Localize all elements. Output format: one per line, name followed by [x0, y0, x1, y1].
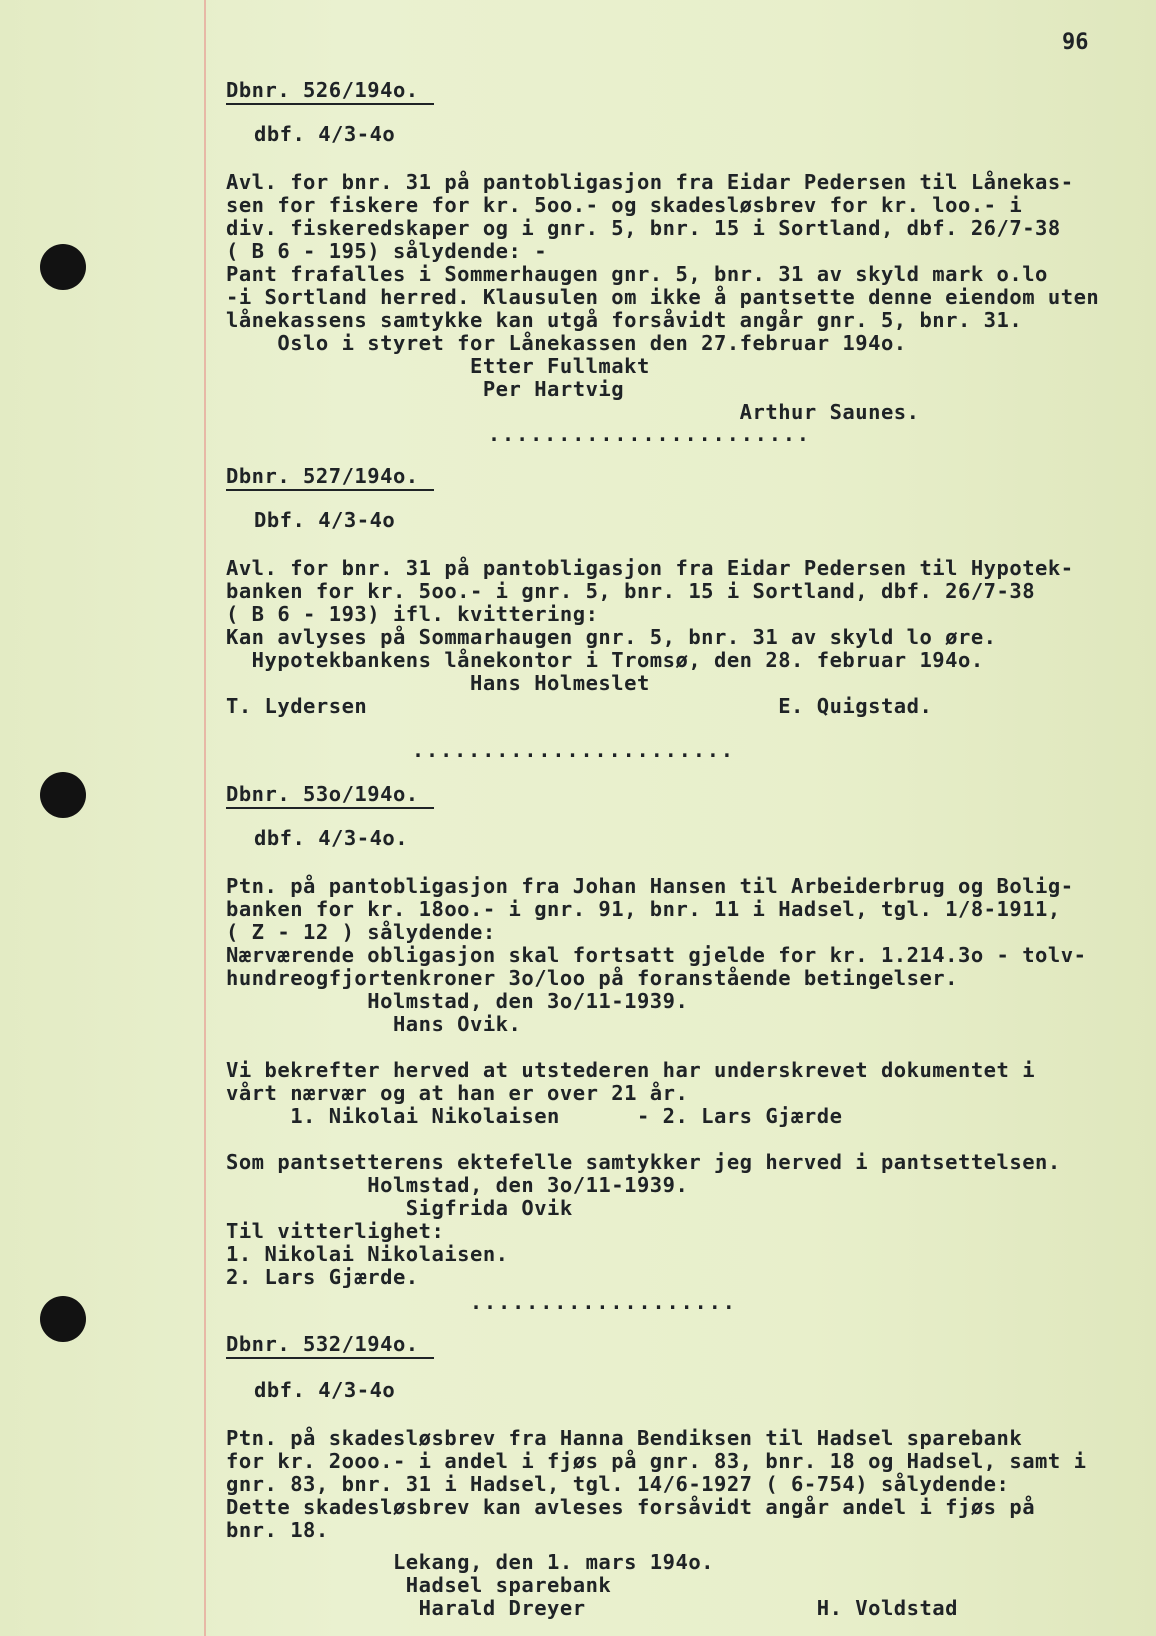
text-line: 1. Nikolai Nikolaisen - 2. Lars Gjærde — [226, 1104, 843, 1128]
text-line: banken for kr. 5oo.- i gnr. 5, bnr. 15 i Sortland, dbf. 26/7-38 — [226, 579, 1036, 603]
text-line: Hypotekbankens lånekontor i Tromsø, den 28. februar 194o. — [226, 648, 984, 672]
text-line: -i Sortland herred. Klausulen om ikke å pantsette denne eiendom uten — [226, 285, 1100, 309]
text-line: Nærværende obligasjon skal fortsatt gjelde for kr. 1.214.3o - tolv- — [226, 943, 1087, 967]
entry-heading: Dbnr. 526/194o. — [226, 78, 434, 105]
entry-separator: ....................... — [412, 738, 735, 762]
margin-line — [204, 0, 206, 1636]
text-line: Hans Ovik. — [226, 1012, 522, 1036]
text-line: banken for kr. 18oo.- i gnr. 91, bnr. 11 i Hadsel, tgl. 1/8-1911, — [226, 897, 1061, 921]
text-line: Sigfrida Ovik — [226, 1196, 573, 1220]
text-line: sen for fiskere for kr. 5oo.- og skadesløsbrev for kr. loo.- i — [226, 193, 1023, 217]
text-line: Avl. for bnr. 31 på pantobligasjon fra Eidar Pedersen til Lånekas- — [226, 170, 1074, 194]
text-line: Oslo i styret for Lånekassen den 27.februar 194o. — [226, 331, 907, 355]
text-line: for kr. 2ooo.- i andel i fjøs på gnr. 83, bnr. 18 og Hadsel, samt i — [226, 1449, 1087, 1473]
text-line: Ptn. på pantobligasjon fra Johan Hansen til Arbeiderbrug og Bolig- — [226, 874, 1074, 898]
text-line: Etter Fullmakt — [226, 354, 650, 378]
text-line: hundreogfjortenkroner 3o/loo på foranstående betingelser. — [226, 966, 958, 990]
text-line: Holmstad, den 3o/11-1939. — [226, 989, 689, 1013]
text-line: Ptn. på skadesløsbrev fra Hanna Bendiksen til Hadsel sparebank — [226, 1426, 1023, 1450]
entry-date: dbf. 4/3-4o. — [254, 826, 409, 850]
text-line: ( Z - 12 ) sålydende: — [226, 920, 496, 944]
punch-hole — [40, 244, 86, 290]
text-line: T. Lydersen E. Quigstad. — [226, 694, 933, 718]
text-line: Hadsel sparebank — [226, 1573, 612, 1597]
text-line: Dette skadesløsbrev kan avleses forsåvidt angår andel i fjøs på — [226, 1495, 1036, 1519]
entry-date: Dbf. 4/3-4o — [254, 508, 396, 532]
text-line: 2. Lars Gjærde. — [226, 1265, 419, 1289]
text-line: Lekang, den 1. mars 194o. — [226, 1550, 714, 1574]
text-line: Arthur Saunes. — [226, 400, 920, 424]
entry-heading: Dbnr. 53o/194o. — [226, 782, 434, 809]
text-line: bnr. 18. — [226, 1518, 329, 1542]
text-line: Holmstad, den 3o/11-1939. — [226, 1173, 689, 1197]
text-line: gnr. 83, bnr. 31 i Hadsel, tgl. 14/6-1927 ( 6-754) sålydende: — [226, 1472, 1010, 1496]
entry-date: dbf. 4/3-4o — [254, 122, 396, 146]
text-line: 1. Nikolai Nikolaisen. — [226, 1242, 509, 1266]
text-line: Vi bekrefter herved at utstederen har underskrevet dokumentet i — [226, 1058, 1036, 1082]
text-line: lånekassens samtykke kan utgå forsåvidt angår gnr. 5, bnr. 31. — [226, 308, 1023, 332]
punch-hole — [40, 772, 86, 818]
entry-separator: ................... — [470, 1290, 737, 1314]
entry-heading: Dbnr. 532/194o. — [226, 1332, 434, 1359]
text-line: Per Hartvig — [226, 377, 625, 401]
text-line: Pant frafalles i Sommerhaugen gnr. 5, bnr. 31 av skyld mark o.lo — [226, 262, 1048, 286]
text-line: Avl. for bnr. 31 på pantobligasjon fra Eidar Pedersen til Hypotek- — [226, 556, 1074, 580]
text-line: Til vitterlighet: — [226, 1219, 445, 1243]
entry-date: dbf. 4/3-4o — [254, 1378, 396, 1402]
text-line: Kan avlyses på Sommarhaugen gnr. 5, bnr. 31 av skyld lo øre. — [226, 625, 997, 649]
entry-separator: ....................... — [488, 422, 811, 446]
text-line: div. fiskeredskaper og i gnr. 5, bnr. 15 i Sortland, dbf. 26/7-38 — [226, 216, 1061, 240]
text-line: Harald Dreyer H. Voldstad — [226, 1596, 958, 1620]
text-line: ( B 6 - 193) ifl. kvittering: — [226, 602, 599, 626]
page-number: 96 — [1062, 30, 1089, 55]
punch-hole — [40, 1296, 86, 1342]
text-line: vårt nærvær og at han er over 21 år. — [226, 1081, 689, 1105]
text-line: Hans Holmeslet — [226, 671, 650, 695]
text-line: ( B 6 - 195) sålydende: - — [226, 239, 548, 263]
text-line: Som pantsetterens ektefelle samtykker jeg herved i pantsettelsen. — [226, 1150, 1061, 1174]
entry-heading: Dbnr. 527/194o. — [226, 464, 434, 491]
